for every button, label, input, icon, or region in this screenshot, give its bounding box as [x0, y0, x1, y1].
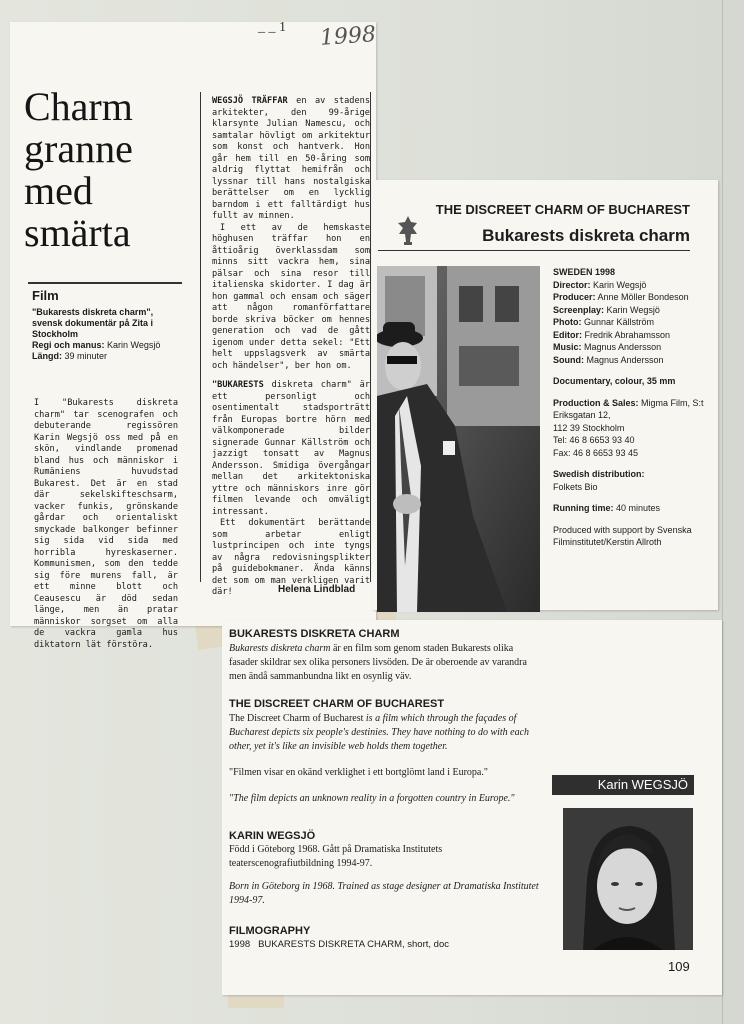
- production-fax: Fax: 46 8 6653 93 45: [553, 447, 639, 458]
- photo-value: Gunnar Källström: [584, 317, 655, 327]
- col2-lead: "BUKARESTS: [212, 380, 264, 390]
- sound-label: Sound:: [553, 354, 584, 365]
- distribution-value: Folkets Bio: [553, 481, 598, 492]
- en-section-title: THE DISCREET CHARM OF BUCHAREST: [229, 698, 445, 710]
- review-column-1: I "Bukarests diskreta charm" tar scenografen och debuterande regissören Karin Wegsjö oss med på en skön, vindlande promenad bland hus och människor i Rumäniens huvudstad Bukarest. Det är en stad där sekelskifteschsarm, vacker funkis, grönskande gårdar och orientaliskt smyckade balkonger befinner sig sida vid sida med horribla hyreskaserner. Kommunismen, som den tedde sig före murens fall, är ett minne blott och Ceausescu är död sedan länge, men än pratar människor sorgset om alla de vackra gamla hus diktatorn lät förstöra.: [34, 398, 178, 650]
- production-address: 112 39 Stockholm: [553, 422, 625, 433]
- sv-title-italic: Bukarests diskreta charm: [229, 643, 331, 654]
- catalog-title-rule: [378, 250, 690, 251]
- screenplay-label: Screenplay:: [553, 304, 605, 315]
- film-box-title: Film: [32, 288, 59, 303]
- production-company: Migma Film, S:t Eriksgatan 12,: [553, 397, 704, 420]
- director-value: Karin Wegsjö: [593, 279, 647, 290]
- sv-section-title: BUKARESTS DISKRETA CHARM: [229, 628, 400, 640]
- regi-label: Regi och manus:: [32, 340, 105, 350]
- column-rule: [200, 92, 201, 582]
- col2-lead: WEGSJÖ TRÄFFAR: [212, 96, 288, 106]
- film-box-title-line: "Bukarests diskreta charm", svensk dokumentär på Zita i Stockholm: [32, 307, 154, 339]
- top-mark: _ _ 1: [258, 20, 286, 35]
- handwritten-date: 1998: [319, 22, 377, 51]
- langd-value: 39 minuter: [64, 351, 108, 361]
- column-rule: [370, 92, 371, 582]
- filmography-year: 1998: [229, 939, 251, 950]
- headline-line: smärta: [24, 210, 131, 255]
- headline-line: granne: [24, 126, 133, 171]
- plastic-sleeve-edge: [722, 0, 723, 1024]
- bio-en: Born in Göteborg in 1968. Trained as stage designer at Dramatiska Institutet 1994-97.: [229, 881, 539, 906]
- langd-label: Längd:: [32, 351, 62, 361]
- filmography-entry: [229, 938, 541, 952]
- page-number: 109: [668, 959, 690, 974]
- regi-value: Karin Wegsjö: [107, 340, 161, 350]
- byline: Helena Lindblad: [278, 584, 356, 595]
- format: Documentary, colour, 35 mm: [553, 376, 676, 386]
- catalog-english-title: THE DISCREET CHARM OF BUCHAREST: [435, 202, 690, 217]
- director-portrait-photo: [563, 808, 693, 950]
- screenplay-value: Karin Wegsjö: [606, 304, 660, 315]
- runtime-value: 40 minutes: [616, 503, 661, 513]
- col2-para: en av stadens arkitekter, den 99-årige klarsynte Julian Namescu, och samtalar hövligt om arkitektur som konst och hantverk. Hon går hem till en 50-åring som aldrig flyttat hemifrån och lyssnar till hans nostalgiska berättelser om en lycklig barndom i ett falltärdigt hus fullt av minnen.: [212, 96, 370, 221]
- en-title-lead: The Discreet Charm of Bucharest: [229, 713, 364, 724]
- support-note: Produced with support by Svenska Filminstitutet/Kerstin Allroth: [553, 524, 692, 547]
- music-label: Music:: [553, 342, 582, 352]
- production-label: Production & Sales:: [553, 397, 639, 408]
- quote-sv: "Filmen visar en okänd verklighet i ett bortglömt land i Europa.": [229, 767, 488, 778]
- country-year: SWEDEN 1998: [553, 267, 616, 277]
- director-name-bar: Karin WEGSJÖ: [552, 775, 694, 795]
- bio-title: KARIN WEGSJÖ: [229, 830, 316, 842]
- sv-synopsis: [229, 642, 541, 684]
- headline-line: med: [24, 168, 93, 213]
- sound-value: Magnus Andersson: [586, 354, 664, 365]
- review-column-2: [212, 96, 370, 599]
- bio-sv: Född i Göteborg 1968. Gått på Dramatiska Institutets teaterscenografiutbildning 1994-97.: [229, 844, 443, 869]
- producer-value: Anne Möller Bondeson: [597, 292, 689, 302]
- film-still-photo: [377, 266, 540, 612]
- director-label: Director:: [553, 279, 591, 290]
- editor-label: Editor:: [553, 329, 582, 340]
- catalog-swedish-title: Bukarests diskreta charm: [482, 226, 690, 245]
- col2-para: Ett dokumentärt berättande som arbetar enligt lustprincipen och inte tyngs av några redovisningsplikter på guidebokmaner. Ända känns det som om man verkligen varit där!: [212, 518, 370, 597]
- sv-synopsis-text: är en film som genom staden Bukarests olika fasader skildrar sex olika personers livsöden. De är oberoende av varandra men ändå sammanbundna likt en osynlig väv.: [229, 643, 527, 682]
- col2-para: diskreta charm" är ett personligt och osentimentalt stadsporträtt från Europas bortre hörn med välkomponerade bilder signerade Gunnar Källström och jazzigt tonsatt av Magnus Andersson. Smidiga övergångar mellan det arkitektoniska yttre och människors inre gör filmen levande och omväligt intressant.: [212, 380, 370, 517]
- film-box-rule: [28, 282, 182, 284]
- producer-label: Producer:: [553, 292, 596, 302]
- quote-en: "The film depicts an unknown reality in a forgotten country in Europe.": [229, 793, 515, 804]
- music-value: Magnus Andersson: [584, 342, 662, 352]
- filmography-film: BUKARESTS DISKRETA CHARM, short, doc: [258, 939, 449, 950]
- production-tel: Tel: 46 8 6653 93 40: [553, 435, 635, 445]
- credits-panel: [553, 266, 713, 549]
- distribution-label: Swedish distribution:: [553, 469, 645, 479]
- photo-label: Photo:: [553, 317, 582, 327]
- filmography-title: FILMOGRAPHY: [229, 925, 311, 937]
- review-headline: [24, 86, 174, 254]
- editor-value: Fredrik Abrahamsson: [584, 329, 671, 340]
- col2-para: I ett av de hemskaste höghusen träffar hon en åttioårig överklassdam som minns sitt vackra hem, sina pälsar och sina resor till italienska skidorter. I dag är hon gammal och ensam och säger att någon romanförfattare borde skriva böcker om hennes generation och vad de gått igenom under detta sekel: "Ett helt uppslagsverk av smärta och händelser", ber hon om.: [212, 222, 370, 371]
- film-box: [32, 307, 180, 362]
- headline-line: Charm: [24, 84, 133, 129]
- runtime-label: Running time:: [553, 503, 614, 513]
- en-synopsis-text: is a film which through the façades of Bucharest depicts six people's destinies. They have nothing to do with each other, yet it's like an invisible web holds them together.: [229, 713, 530, 752]
- en-synopsis: [229, 712, 541, 754]
